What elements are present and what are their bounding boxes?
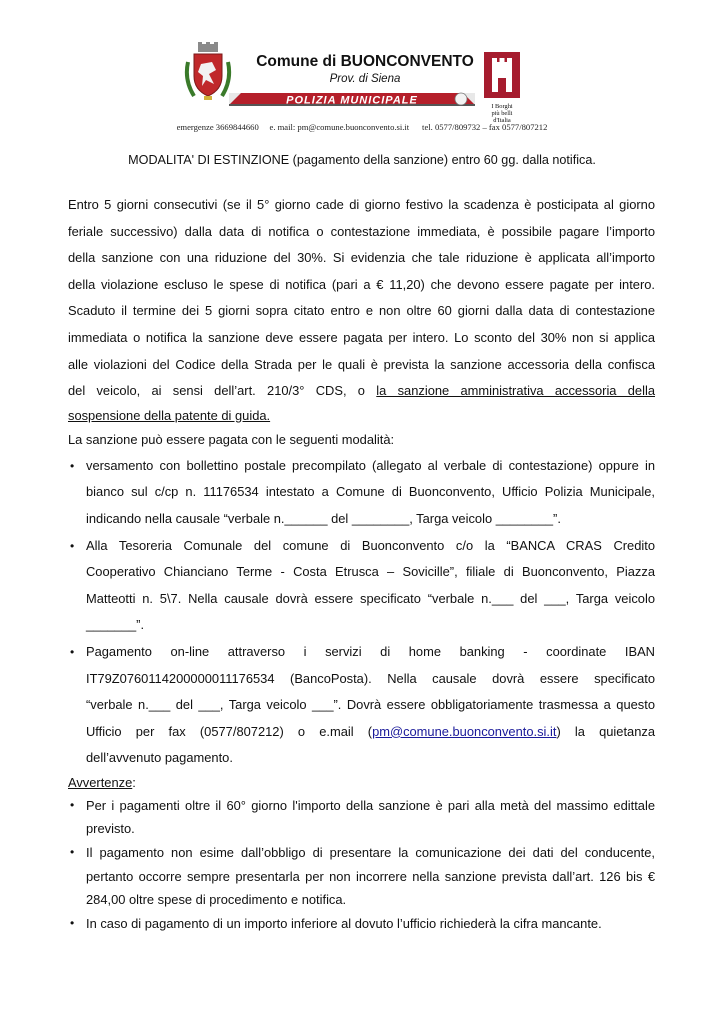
- list-item: • In caso di pagamento di un importo inferiore al dovuto l’ufficio richiederà la cifra mancante.: [68, 912, 655, 936]
- p1-line-9: sospensione della patente di guida.: [68, 407, 271, 423]
- bullet-icon: •: [70, 845, 75, 860]
- bullet-icon: •: [70, 915, 75, 930]
- p1-line-1: Entro 5 giorni consecutivi (se il 5° giorno cade di giorno festivo la scadenza è posticipata al giorno: [68, 197, 656, 212]
- p1-line-2: feriale successivo) dalla data di notifica o contestazione immediata, è possibile pagare l’importo: [68, 223, 655, 239]
- document-body: [68, 192, 655, 935]
- polizia-municipale-banner: [229, 90, 475, 108]
- borghi-line-1: I Borghi: [491, 103, 513, 110]
- borghi-tower-icon: [484, 52, 520, 98]
- contact-line: emergenze 3669844660 e. mail: pm@comune.buonconvento.si.it tel. 0577/809732 – fax 0577/807212: [176, 122, 548, 132]
- bullet-icon: •: [70, 644, 75, 659]
- provincia-subtitle: Prov. di Siena: [329, 73, 401, 85]
- modalita-intro: La sanzione può essere pagata con le seguenti modalità:: [68, 431, 395, 447]
- list-item: • Pagamento on-line attraverso i servizi di home banking - coordinate IBAN IT79Z0760114200000011176534 (BancoPosta). Nella causale dovrà essere specificato “verbale n.___ del ___, Targa veicolo ___”. Dovrà essere obbligatoriamente trasmessa a questo Ufficio per fax (0577/807212) o e.mail (pm@comune.buonconvento.si.it) la quietanza dell’avvenuto pagamento.: [68, 639, 655, 772]
- list-item: • Il pagamento non esime dall’obbligo di presentare la comunicazione dei dati del conducente, pertanto occorre sempre presentarla per non incorrere nella sanzione prevista dall’art. 126 bis € 284,00 oltre spese di procedimento e notifica.: [68, 841, 655, 912]
- comune-title: Comune di BUONCONVENTO: [256, 53, 474, 70]
- p1-line-8: del veicolo, ai sensi dell’art. 210/3° CDS, o la sanzione amministrativa accessoria della: [68, 383, 656, 399]
- borghi-line-2: più belli: [491, 110, 513, 117]
- warnings-list: [68, 794, 655, 936]
- payment-methods-list: [68, 453, 655, 772]
- list-item: • Per i pagamenti oltre il 60° giorno l'importo della sanzione è pari alla metà del massimo edittale previsto.: [68, 794, 655, 841]
- p1-line-4: della violazione escluso le spese di notifica (pari a € 11,20) che devono essere pagate per intero.: [68, 276, 655, 292]
- ccp-number: c/cp n. 11176534: [154, 484, 259, 500]
- p1-line-6: immediata o notifica la sanzione deve essere pagata per intero. Lo sconto del 30% non si applica: [68, 329, 655, 345]
- five-days-text: 5 giorni: [104, 197, 149, 212]
- bullet-icon: •: [70, 797, 75, 812]
- p1-line-5: Scaduto il termine dei 5 giorni sopra citato entro e non oltre 60 giorni dalla data di contestazione: [68, 303, 656, 319]
- banner-text: POLIZIA MUNICIPALE: [286, 94, 418, 107]
- borghi-badge: [484, 52, 520, 124]
- sanzione-accessoria-underlined: la sanzione amministrativa accessoria della: [376, 383, 656, 399]
- sixty-days-text: 60 giorni: [437, 303, 490, 319]
- avvertenze-heading: Avvertenze:: [68, 774, 136, 790]
- p1-line-3: della sanzione con una riduzione del 30%. Si evidenzia che tale riduzione è applicata all’importo: [68, 250, 655, 266]
- document-heading: MODALITA' DI ESTINZIONE (pagamento della sanzione) entro 60 gg. dalla notifica.: [128, 153, 596, 167]
- p1-line-7: alle violazioni del Codice della Strada per le quali è prevista la sanzione accessoria della confisca: [68, 356, 655, 372]
- bullet-icon: •: [70, 538, 75, 553]
- borghi-line-3: d'Italia: [493, 117, 511, 124]
- municipal-crest-icon: [182, 42, 234, 104]
- list-item: • Alla Tesoreria Comunale del comune di Buonconvento c/o la “BANCA CRAS Credito Cooperativo Chianciano Terme - Costa Etrusca – Sovicille”, filiale di Buonconvento, Piazza Matteotti n. 5\7. Nella causale dovrà essere specificato “verbale n.___ del ___, Targa veicolo _______”.: [68, 533, 655, 639]
- bullet-icon: •: [70, 458, 75, 473]
- email-link[interactable]: pm@comune.buonconvento.si.it: [372, 723, 557, 739]
- letterhead: [0, 0, 724, 140]
- list-item: • versamento con bollettino postale precompilato (allegato al verbale di contestazione) oppure in bianco sul c/cp n. 11176534 intestato a Comune di Buonconvento, Ufficio Polizia Municipale, indicando nella causale “verbale n.______ del ________, Targa veicolo ________”.: [68, 453, 655, 533]
